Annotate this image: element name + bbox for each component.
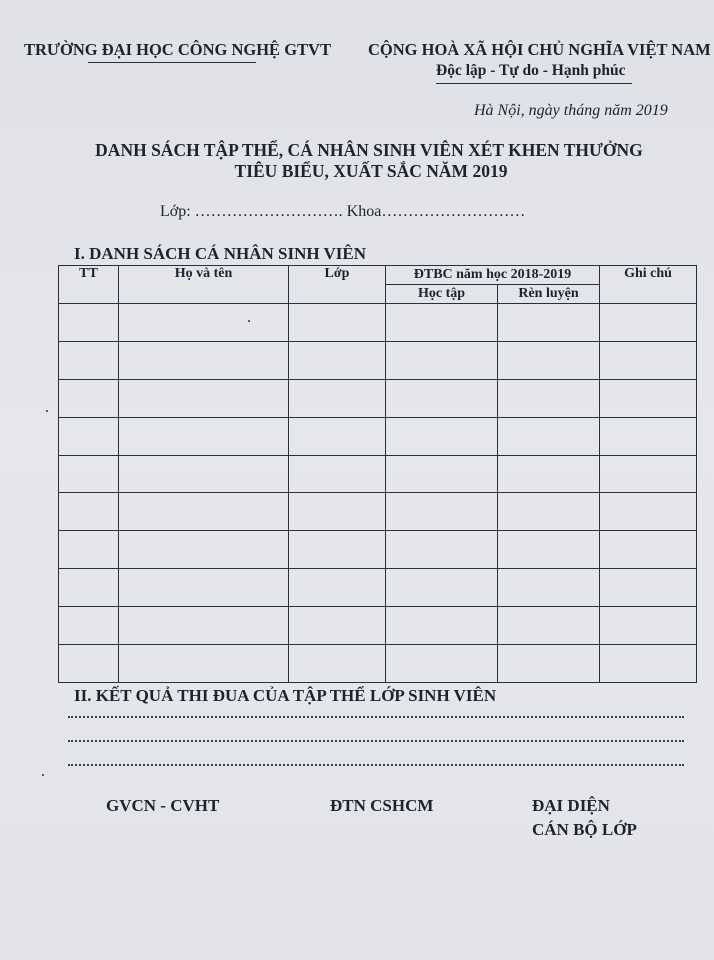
- table-cell: [289, 455, 386, 493]
- signature-representative-line2: CÁN BỘ LỚP: [532, 820, 637, 839]
- signature-representative-line1: ĐẠI DIỆN: [532, 796, 610, 815]
- table-cell: [386, 341, 498, 379]
- table-cell: [289, 493, 386, 531]
- table-cell: [386, 569, 498, 607]
- table-cell: [498, 304, 600, 342]
- table-cell: [498, 493, 600, 531]
- table-cell: [59, 493, 119, 531]
- document-title-line2: TIÊU BIỂU, XUẤT SẮC NĂM 2019: [234, 161, 508, 181]
- table-cell: [498, 417, 600, 455]
- table-cell: [498, 379, 600, 417]
- table-cell: [600, 493, 697, 531]
- table-row: [59, 417, 697, 455]
- table-cell: [289, 569, 386, 607]
- table-row: [59, 569, 697, 607]
- table-cell: [119, 569, 289, 607]
- table-cell: [59, 417, 119, 455]
- table-row: [59, 493, 697, 531]
- table-row: [59, 607, 697, 645]
- table-cell: [289, 607, 386, 645]
- table-cell: [59, 455, 119, 493]
- table-cell: [59, 341, 119, 379]
- header-note: Ghi chú: [600, 266, 697, 304]
- table-cell: [600, 304, 697, 342]
- header-class: Lớp: [289, 266, 386, 304]
- table-cell: [386, 607, 498, 645]
- table-cell: [386, 455, 498, 493]
- header-tt: TT: [59, 266, 119, 304]
- table-cell: [59, 531, 119, 569]
- class-faculty-line: Lớp: ………………………. Khoa………………………: [160, 203, 526, 220]
- table-cell: [59, 379, 119, 417]
- table-cell: [119, 531, 289, 569]
- table-cell: [600, 341, 697, 379]
- table-cell: [386, 493, 498, 531]
- table-cell: [289, 645, 386, 683]
- table-cell: [600, 379, 697, 417]
- dotted-line-1: [68, 716, 684, 718]
- table-cell: [386, 417, 498, 455]
- table-row: [59, 531, 697, 569]
- table-cell: [600, 645, 697, 683]
- document-title-line1: DANH SÁCH TẬP THỂ, CÁ NHÂN SINH VIÊN XÉT KHEN THƯỞNG: [95, 140, 643, 160]
- paper-speck: [248, 320, 250, 322]
- table-cell: [119, 607, 289, 645]
- table-cell: [600, 607, 697, 645]
- signature-youth-union: ĐTN CSHCM: [330, 796, 434, 815]
- table-cell: [289, 341, 386, 379]
- motto-underline: [436, 83, 632, 84]
- table-cell: [386, 531, 498, 569]
- table-cell: [119, 379, 289, 417]
- table-header-row: [59, 266, 697, 285]
- table-cell: [498, 341, 600, 379]
- table-cell: [600, 531, 697, 569]
- table-cell: [119, 493, 289, 531]
- table-cell: [289, 379, 386, 417]
- table-cell: [59, 569, 119, 607]
- header-name: Họ và tên: [119, 266, 289, 304]
- paper-speck: [42, 774, 44, 776]
- table-cell: [498, 531, 600, 569]
- signature-advisor: GVCN - CVHT: [106, 796, 220, 815]
- nation-heading: CỘNG HOÀ XÃ HỘI CHỦ NGHĨA VIỆT NAM: [368, 40, 711, 59]
- paper-speck: [46, 410, 48, 412]
- student-list-table: [58, 265, 697, 683]
- table-cell: [386, 304, 498, 342]
- table-cell: [289, 304, 386, 342]
- table-row: [59, 455, 697, 493]
- table-cell: [498, 455, 600, 493]
- table-row: [59, 341, 697, 379]
- table-cell: [59, 304, 119, 342]
- table-cell: [600, 455, 697, 493]
- table-cell: [498, 569, 600, 607]
- school-name: TRƯỜNG ĐẠI HỌC CÔNG NGHỆ GTVT: [24, 40, 331, 59]
- table-cell: [119, 417, 289, 455]
- dotted-line-2: [68, 740, 684, 742]
- dotted-line-3: [68, 764, 684, 766]
- table-cell: [600, 569, 697, 607]
- table-row: [59, 379, 697, 417]
- table-cell: [119, 645, 289, 683]
- table-cell: [600, 417, 697, 455]
- table-cell: [289, 531, 386, 569]
- table-cell: [289, 417, 386, 455]
- table-cell: [119, 304, 289, 342]
- table-body: [59, 304, 697, 683]
- section2-heading: II. KẾT QUẢ THI ĐUA CỦA TẬP THỂ LỚP SINH VIÊN: [74, 686, 497, 705]
- table-cell: [498, 645, 600, 683]
- table-cell: [386, 379, 498, 417]
- header-study: Học tập: [386, 285, 498, 304]
- table-cell: [119, 455, 289, 493]
- table-row: [59, 304, 697, 342]
- date-line: Hà Nội, ngày tháng năm 2019: [474, 102, 668, 119]
- national-motto: Độc lập - Tự do - Hạnh phúc: [436, 62, 626, 79]
- header-score-group: ĐTBC năm học 2018-2019: [386, 266, 600, 285]
- table-cell: [59, 645, 119, 683]
- school-underline: [88, 62, 256, 63]
- table-row: [59, 645, 697, 683]
- table-cell: [59, 607, 119, 645]
- table-cell: [119, 341, 289, 379]
- section1-heading: I. DANH SÁCH CÁ NHÂN SINH VIÊN: [74, 244, 367, 263]
- table-cell: [498, 607, 600, 645]
- header-conduct: Rèn luyện: [498, 285, 600, 304]
- table-cell: [386, 645, 498, 683]
